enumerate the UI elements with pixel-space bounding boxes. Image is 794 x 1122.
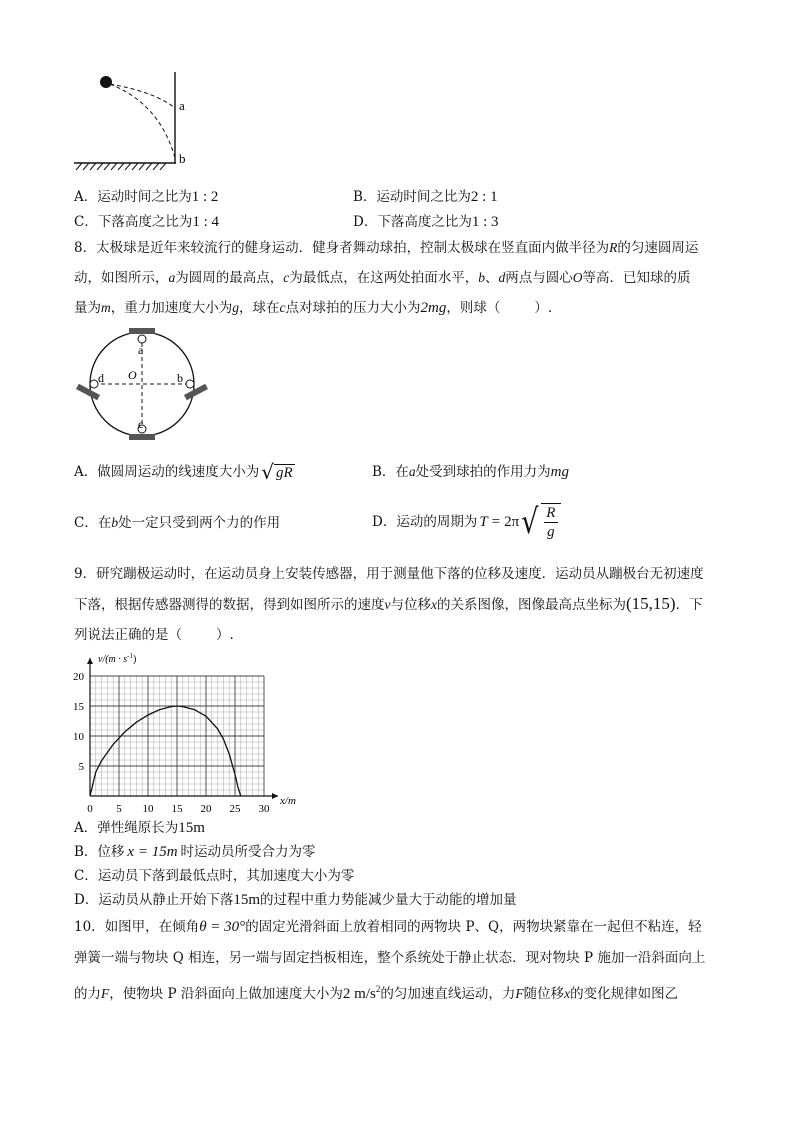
option-letter: B． — [372, 464, 396, 480]
ball-d — [90, 380, 98, 388]
option-letter: D． — [74, 892, 99, 908]
x-tick-label: 10 — [142, 803, 154, 815]
option-letter: C． — [74, 868, 98, 884]
option-text: 处一定只受到两个力的作用 — [118, 515, 281, 531]
stem-text: 动，如图所示， — [74, 270, 169, 286]
label-a: a — [138, 343, 144, 357]
stem-text: 的匀速圆周运 — [617, 240, 699, 256]
x-tick-label: 20 — [200, 803, 212, 815]
label-b: b — [179, 151, 186, 166]
option-letter: B． — [353, 189, 377, 205]
option-letter: A． — [74, 189, 98, 205]
stem-text: ，重力加速度大小为 — [110, 300, 233, 316]
option-text: 做圆周运动的线速度大小为 — [97, 464, 260, 480]
option-letter: A． — [74, 820, 98, 836]
stem-text: 两点与圆心 — [505, 270, 573, 286]
x-tick-label: 0 — [87, 803, 93, 815]
trajectory-a — [110, 84, 175, 108]
stem-text: 的固定光滑斜面上放着相同的两物块 P、Q，两物块紧靠在一起但不粘连，轻 — [245, 919, 702, 935]
option-text: 时运动员所受合力为零 — [180, 844, 316, 860]
q8-figure — [72, 322, 222, 446]
var-t: T — [479, 514, 488, 530]
option-text: 弹性绳原长为 — [97, 820, 179, 836]
var-c: c — [283, 270, 290, 285]
stem-text: ，使物块 P 沿斜面向上做加速度大小为 — [109, 986, 343, 1002]
q7-figure — [60, 66, 210, 176]
option-expr: mg — [550, 464, 570, 480]
q8-option-d — [372, 497, 561, 547]
label-b: b — [177, 371, 183, 385]
q9-option-b — [74, 843, 316, 861]
var-r: R — [609, 240, 618, 255]
denominator: g — [547, 524, 555, 540]
x-axis-arrow-icon — [272, 793, 278, 799]
fraction — [541, 503, 561, 541]
y-axis-label: $v/(m \cdot s^{-1})$ — [98, 652, 137, 665]
option-value: 15m — [233, 892, 260, 908]
option-ratio: 1 : 3 — [471, 214, 499, 230]
option-letter: D． — [372, 514, 397, 530]
option-text: 运动员从静止开始下落 — [98, 892, 234, 908]
label-o: O — [128, 368, 137, 382]
q9-option-c — [74, 867, 354, 885]
stem-text: ）. — [534, 300, 553, 316]
ball — [100, 76, 112, 88]
stem-text: ，球在 — [239, 300, 280, 316]
stem-text: 的关系图像，图像最高点坐标为 — [437, 597, 626, 613]
sqrt-frac — [519, 502, 561, 542]
stem-text: 的匀加速直线运动，力 — [380, 986, 516, 1002]
q9-option-a — [74, 819, 205, 837]
stem-text: ，则球（ — [446, 300, 501, 316]
q7-option-b — [353, 188, 498, 206]
q7-option-c — [74, 213, 219, 231]
two-pi: 2π — [504, 514, 520, 530]
option-text: 处受到球拍的作用力为 — [415, 464, 551, 480]
stem-text: 为最低点，在这两处拍面水平， — [289, 270, 479, 286]
var-b: b — [111, 515, 119, 530]
sqrt-icon: √ — [521, 502, 539, 542]
q7-option-a — [74, 188, 218, 206]
question-number: 10． — [74, 919, 105, 935]
stem-text: 的力 — [74, 986, 101, 1002]
x-axis-label: x/m — [280, 795, 296, 807]
y-tick-label: 20 — [73, 671, 84, 683]
q8-option-a — [74, 462, 295, 482]
q10-stem — [74, 912, 724, 1010]
stem-text: 量为 — [74, 300, 101, 316]
var-x: x — [564, 986, 571, 1001]
ball-b — [186, 380, 194, 388]
y-axis-arrow-icon — [87, 658, 93, 664]
paddle-c — [129, 434, 155, 440]
option-text: 下落高度之比为 — [97, 214, 193, 230]
option-letter: A． — [74, 464, 98, 480]
question-number: 9． — [74, 566, 97, 582]
stem-text: ）. — [216, 627, 234, 643]
var-x: x — [431, 597, 437, 612]
stem-text: 等高．已知球的质 — [582, 270, 691, 286]
label-a: a — [179, 98, 185, 113]
x-tick-label: 30 — [258, 803, 270, 815]
y-tick-label: 15 — [73, 701, 84, 713]
label-c: c — [138, 417, 144, 431]
stem-text: 下落，根据传感器测得的数据，得到如图所示的速度 — [74, 597, 385, 613]
x-tick-label: 15 — [171, 803, 183, 815]
var-a: a — [408, 464, 416, 479]
q8-stem — [74, 233, 724, 323]
var-m: m — [101, 300, 111, 315]
stem-text: 随位移 — [523, 986, 565, 1002]
numerator: R — [546, 505, 556, 521]
option-text: 位移 — [97, 844, 125, 860]
stem-text: 弹簧一端与物块 Q 相连，另一端与固定挡板相连，整个系统处于静止状态．现对物块 P 施加一沿斜面向上 — [74, 950, 706, 966]
y-tick-label: 5 — [78, 761, 84, 773]
q9-stem — [74, 559, 724, 650]
stem-text: 与位移 — [390, 597, 431, 613]
q8-option-b — [372, 463, 569, 481]
option-text: 下落高度之比为 — [377, 214, 472, 230]
sqrt-expr — [261, 462, 294, 482]
stem-text: 点对球拍的压力大小为 — [285, 300, 421, 316]
option-text: 在 — [395, 464, 409, 480]
var-c: c — [279, 300, 286, 315]
stem-text: 的变化规律如图乙 — [570, 986, 679, 1002]
q7-option-d — [353, 213, 499, 231]
stem-text: ．下 — [675, 597, 703, 613]
paddle-a — [129, 328, 155, 334]
option-text: 的过程中重力势能减少量大于动能的增加量 — [260, 892, 517, 908]
sqrt-icon: √ — [261, 460, 274, 484]
ground-hatch — [76, 163, 166, 170]
velocity-displacement-chart — [66, 646, 316, 818]
option-letter: D． — [353, 214, 378, 230]
stem-text: 研究蹦极运动时，在运动员身上安装传感器，用于测量他下落的位移及速度．运动员从蹦极台无初速度 — [96, 566, 704, 582]
option-letter: C． — [74, 515, 98, 531]
stem-text: 、 — [485, 270, 499, 286]
sqrt-radicand: gR — [276, 465, 293, 481]
x-tick-label: 5 — [116, 803, 122, 815]
option-ratio: 1 : 4 — [192, 214, 220, 230]
option-ratio: 2 : 1 — [470, 189, 498, 205]
stem-text: 为圆周的最高点， — [175, 270, 284, 286]
option-text: 运动员下落到最低点时，其加速度大小为零 — [97, 868, 355, 884]
var-f: F — [101, 986, 110, 1001]
option-text: 运动时间之比为 — [376, 189, 471, 205]
y-tick-label: 10 — [73, 731, 84, 743]
stem-text: 太极球是近年来较流行的健身运动．健身者舞动球拍，控制太极球在竖直面内做半径为 — [96, 240, 610, 256]
option-letter: B． — [74, 844, 98, 860]
option-text: 运动时间之比为 — [97, 189, 192, 205]
option-text: 在 — [97, 515, 112, 531]
trajectory-b — [110, 84, 175, 158]
option-letter: C． — [74, 214, 98, 230]
peak-coordinate: (15,15) — [626, 594, 676, 613]
equals-sign: = — [491, 514, 501, 530]
var-a: a — [168, 270, 176, 285]
var-g: g — [232, 300, 239, 315]
var-v: v — [384, 597, 391, 612]
accel-expr: 2 $m/s^2$ — [342, 984, 381, 1002]
angle-expr: θ = 30° — [199, 919, 246, 935]
option-ratio: 1 : 2 — [191, 189, 219, 205]
x-tick-label: 25 — [229, 803, 241, 815]
stem-text: 列说法正确的是（ — [74, 627, 182, 643]
option-value: 15m — [178, 820, 205, 836]
var-d: d — [498, 270, 506, 285]
stem-text: 如图甲，在倾角 — [104, 919, 200, 935]
label-d: d — [98, 371, 104, 385]
ball-a — [138, 335, 146, 343]
option-expr: x = 15m — [127, 844, 178, 860]
force-expr: 2mg — [420, 300, 447, 316]
var-b: b — [478, 270, 485, 285]
question-number: 8． — [74, 240, 97, 256]
option-text: 运动的周期为 — [396, 514, 478, 530]
q8-option-c — [74, 514, 280, 532]
var-o: O — [572, 270, 583, 285]
q9-option-d — [74, 891, 517, 909]
var-f: F — [515, 986, 524, 1001]
